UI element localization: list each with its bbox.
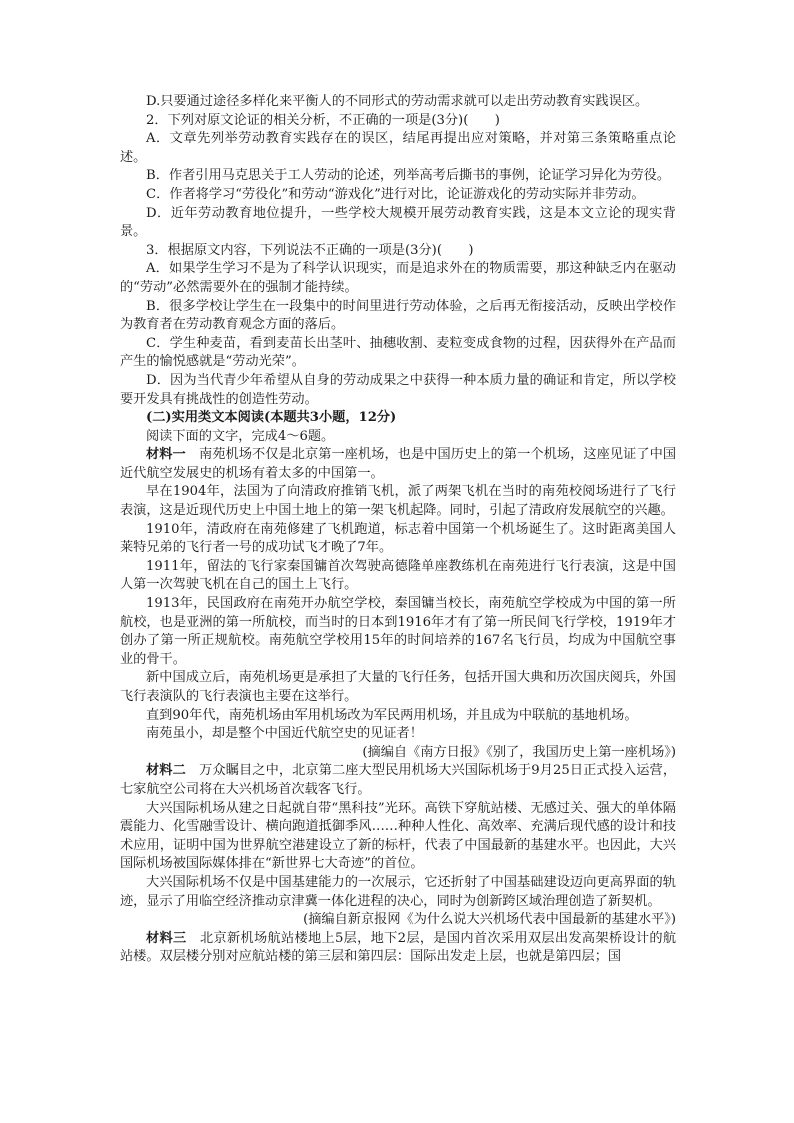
document-body bbox=[120, 93, 676, 967]
material1-paragraph: 直到90年代，南苑机场由军用机场改为军民两用机场，并且成为中联航的基地机场。 bbox=[146, 707, 638, 723]
q2-option-b: B．作者引用马克思关于工人劳动的论述，列举高考后撕书的事例，论证学习异化为劳役。 bbox=[146, 168, 670, 184]
q1-option-d: D.只要通过途径多样化来平衡人的不同形式的劳动需求就可以走出劳动教育实践误区。 bbox=[146, 94, 649, 109]
q2-option-d: D．近年劳动教育地位提升，一些学校大规模开展劳动教育实践，这是本文立论的现实背景。 bbox=[120, 205, 676, 240]
q3-stem: 3．根据原文内容，下列说法不正确的一项是(3分)( ) bbox=[146, 242, 474, 258]
material1-paragraph: 1910年，清政府在南苑修建了飞机跑道，标志着中国第一个机场诞生了。这时距离美国人莱特兄弟的飞行者一号的成功试飞才晚了7年。 bbox=[120, 521, 676, 556]
q2-stem: 2．下列对原文论证的相关分析，不正确的一项是(3分)( ) bbox=[146, 112, 500, 128]
material1-paragraph: 南苑虽小，却是整个中国近代航空史的见证者！ bbox=[146, 726, 423, 742]
material2-paragraph bbox=[120, 762, 676, 799]
material2-label: 材料二 bbox=[146, 763, 186, 779]
material2-source: (摘编自新京报网《为什么说大兴机场代表中国最新的基建水平》) bbox=[303, 912, 676, 928]
material1-paragraph bbox=[120, 446, 676, 483]
material3-paragraph bbox=[120, 930, 676, 967]
section-instruction: 阅读下面的文字，完成4～6题。 bbox=[146, 428, 335, 444]
material2-paragraph: 大兴国际机场从建之日起就自带“黑科技”光环。高铁下穿航站楼、无感过关、强大的单体隔震能力、化雪融雪设计、横向跑道抵御季风……种种人性化、高效率、充满后现代感的设计和技术应用，证明中国为世界航空港建设立了新的标杆，代表了中国最新的基建水平。也因此，大兴国际机场被国际媒体排在“新世界七大奇迹”的首位。 bbox=[120, 800, 676, 872]
section-title: (二)实用类文本阅读(本题共3小题，12分) bbox=[146, 410, 397, 426]
q3-option-a: A．如果学生学习不是为了科学认识现实，而是追求外在的物质需要，那这种缺乏内在驱动的“劳动”必然需要外在的强制才能持续。 bbox=[120, 261, 676, 295]
material1-paragraph: 新中国成立后，南苑机场更是承担了大量的飞行任务，包括开国大典和历次国庆阅兵，外国飞行表演队的飞行表演也主要在这举行。 bbox=[120, 670, 676, 704]
material2-paragraph: 大兴国际机场不仅是中国基建能力的一次展示，它还折射了中国基础建设迈向更高界面的轨迹，显示了用临空经济推动京津冀一体化进程的决心，同时为创新跨区域治理创造了新契机。 bbox=[120, 874, 676, 909]
material1-paragraph: 早在1904年，法国为了向清政府推销飞机，派了两架飞机在当时的南苑校阅场进行了飞行表演，这是近现代历史上中国土地上的第一架飞机起降。同时，引起了清政府发展航空的兴趣。 bbox=[120, 484, 676, 519]
material1-paragraph: 1911年，留法的飞行家秦国镛首次驾驶高德隆单座教练机在南苑进行飞行表演，这是中国人第一次驾驶飞机在自己的国土上飞行。 bbox=[120, 558, 676, 593]
material1-text: 南苑机场不仅是北京第一座机场，也是中国历史上的第一个机场，这座见证了中国近代航空发展史的机场有着太多的中国第一。 bbox=[120, 447, 677, 481]
material1-paragraph: 1913年，民国政府在南苑开办航空学校，秦国镛当校长，南苑航空学校成为中国的第一所航校，也是亚洲的第一所航校，而当时的日本到1916年才有了第一所民间飞行学校，1919年才创办了第一所正规航校。南苑航空学校用15年的时间培养的167名飞行员，均成为中国航空事业的骨干。 bbox=[120, 596, 676, 667]
q2-option-c: C．作者将学习“劳役化”和劳动“游戏化”进行对比，论证游戏化的劳动实际并非劳动。 bbox=[146, 186, 645, 202]
material3-label: 材料三 bbox=[146, 930, 187, 946]
q3-option-d: D．因为当代青少年希望从自身的劳动成果之中获得一种本质力量的确证和肯定，所以学校要开发具有挑战性的创造性劳动。 bbox=[120, 372, 676, 407]
q3-option-c: C．学生种麦苗，看到麦苗长出茎叶、抽穗收割、麦粒变成食物的过程，因获得外在产品而产生的愉悦感就是“劳动光荣”。 bbox=[120, 335, 676, 370]
q3-option-b: B．很多学校让学生在一段集中的时间里进行劳动体验，之后再无衔接活动，反映出学校作为教育者在劳动教育观念方面的落后。 bbox=[120, 298, 676, 333]
material3-text: 北京新机场航站楼地上5层，地下2层，是国内首次采用双层出发高架桥设计的航站楼。双层楼分别对应航站楼的第三层和第四层：国际出发走上层，也就是第四层；国 bbox=[120, 930, 677, 965]
material1-label: 材料一 bbox=[146, 447, 186, 463]
material2-text: 万众瞩目之中，北京第二座大型民用机场大兴国际机场于9月25日正式投入运营，七家航空公司将在大兴机场首次载客飞行。 bbox=[120, 763, 677, 797]
material1-source: (摘编自《南方日报》《别了，我国历史上第一座机场》) bbox=[362, 744, 676, 760]
q2-option-a: A．文章先列举劳动教育实践存在的误区，结尾再提出应对策略，并对第三条策略重点论述。 bbox=[120, 131, 676, 165]
